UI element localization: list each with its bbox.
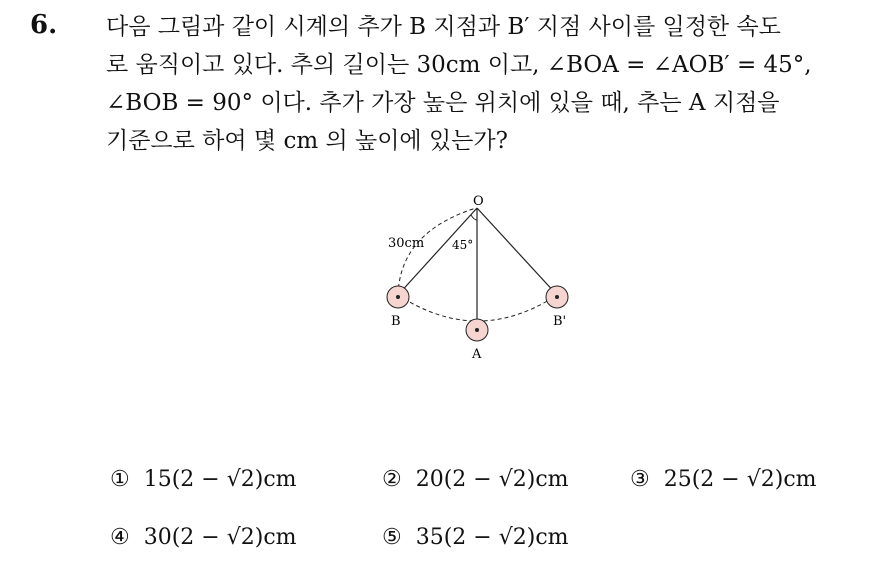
answer-choices — [110, 450, 817, 566]
label-a: A — [472, 347, 482, 362]
choice-number: ① — [110, 466, 130, 492]
bob-a-center — [475, 328, 479, 332]
question-line: 로 움직이고 있다. 추의 길이는 30cm 이고, ∠BOA = ∠AOB′ = 45°, — [106, 52, 812, 78]
string-ob-prime — [477, 208, 557, 295]
bob-b-prime-center — [555, 295, 559, 299]
choice-text: 35(2 − √2)cm — [415, 524, 569, 550]
choice-number: ⑤ — [382, 524, 402, 550]
choice-2[interactable] — [382, 467, 630, 492]
choice-5[interactable] — [382, 525, 630, 550]
choice-number: ③ — [630, 466, 650, 492]
choice-number: ② — [382, 466, 402, 492]
pendulum-figure — [370, 192, 590, 372]
choice-row — [110, 450, 817, 508]
choice-number: ④ — [110, 524, 130, 550]
label-b-prime: B' — [553, 314, 567, 329]
choice-3[interactable] — [630, 467, 817, 492]
question-text — [106, 8, 866, 160]
choice-text: 30(2 − √2)cm — [143, 524, 297, 550]
angle-arc — [471, 215, 477, 220]
question-line: ∠BOB = 90° 이다. 추가 가장 높은 위치에 있을 때, 추는 A 지점을 — [106, 90, 780, 116]
bob-b-center — [396, 295, 400, 299]
label-length: 30cm — [388, 236, 425, 251]
pendulum-diagram — [370, 192, 590, 372]
choice-row — [110, 508, 817, 566]
choice-4[interactable] — [110, 525, 382, 550]
question-number: 6. — [30, 10, 58, 40]
label-b: B — [391, 314, 401, 329]
label-o: O — [473, 194, 484, 209]
choice-text: 25(2 − √2)cm — [663, 466, 817, 492]
choice-1[interactable] — [110, 467, 382, 492]
choice-text: 20(2 − √2)cm — [415, 466, 569, 492]
choice-text: 15(2 − √2)cm — [143, 466, 297, 492]
label-angle: 45° — [452, 238, 474, 252]
question-line: 다음 그림과 같이 시계의 추가 B 지점과 B′ 지점 사이를 일정한 속도 — [106, 14, 781, 40]
question-line: 기준으로 하여 몇 cm 의 높이에 있는가? — [106, 128, 508, 154]
